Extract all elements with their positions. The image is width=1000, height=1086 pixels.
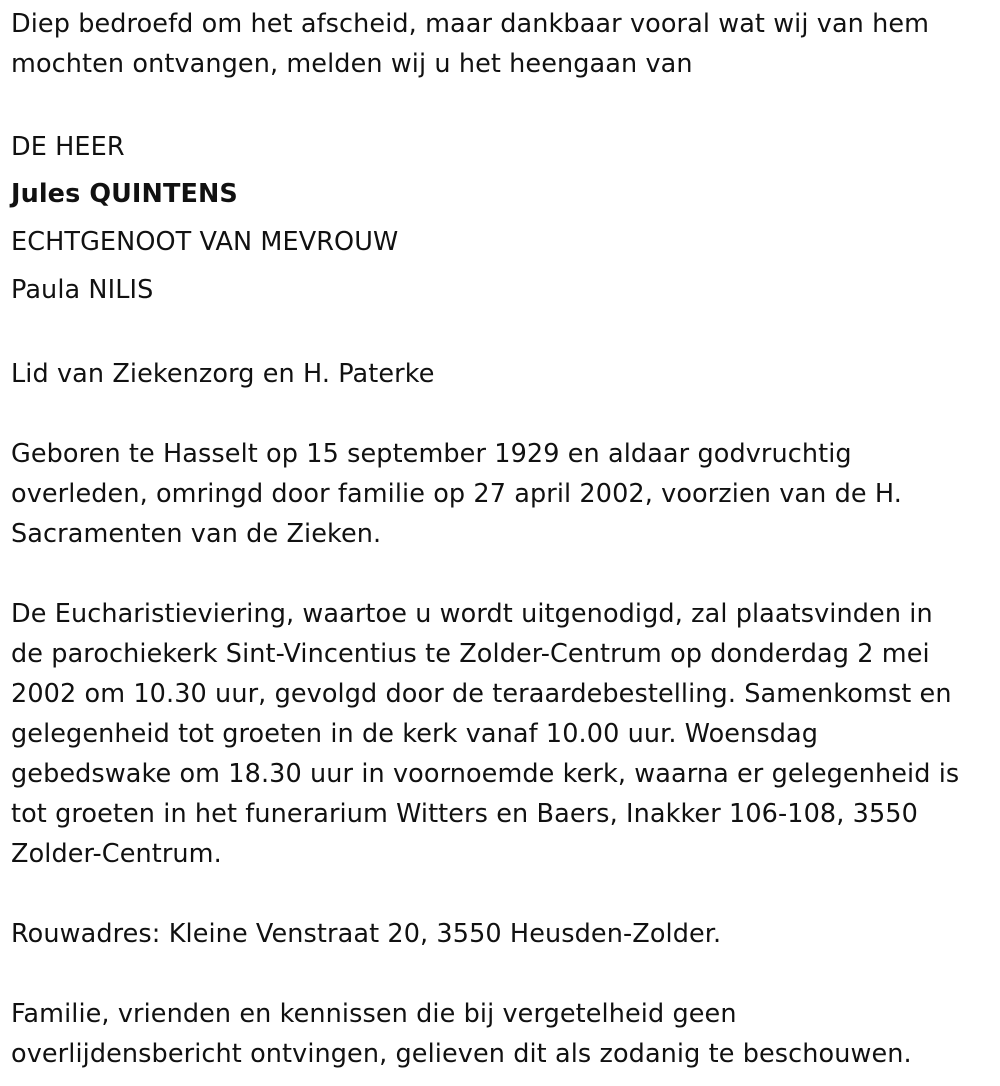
- spacer: [11, 84, 996, 124]
- ceremony-line: gebedswake om 18.30 uur in voornoemde kerk, waarna er gelegenheid is: [11, 759, 960, 789]
- spouse-label: ECHTGENOOT VAN MEVROUW: [11, 227, 399, 257]
- birth-death-line: overleden, omringd door familie op 27 april 2002, voorzien van de H.: [11, 479, 902, 509]
- ceremony-line: tot groeten in het funerarium Witters en Baers, Inakker 106-108, 3550: [11, 799, 918, 829]
- spacer: [11, 314, 996, 354]
- ceremony-line: Zolder-Centrum.: [11, 839, 222, 869]
- intro-line: Diep bedroefd om het afscheid, maar dankbaar vooral wat wij van hem: [11, 9, 930, 39]
- birth-death-line: Geboren te Hasselt op 15 september 1929 en aldaar godvruchtig: [11, 439, 852, 469]
- deceased-name: Jules QUINTENS: [11, 179, 238, 209]
- closing-line: overlijdensbericht ontvingen, gelieven dit als zodanig te beschouwen.: [11, 1039, 912, 1069]
- closing-paragraph: [11, 994, 996, 1074]
- intro-line: mochten ontvangen, melden wij u het heengaan van: [11, 49, 693, 79]
- spacer: [11, 554, 996, 594]
- birth-death-paragraph: [11, 434, 996, 554]
- membership-line: Lid van Ziekenzorg en H. Paterke: [11, 359, 435, 389]
- spacer: [11, 394, 996, 434]
- birth-death-line: Sacramenten van de Zieken.: [11, 519, 382, 549]
- spouse-name: Paula NILIS: [11, 275, 154, 305]
- ceremony-line: De Eucharistieviering, waartoe u wordt uitgenodigd, zal plaatsvinden in: [11, 599, 933, 629]
- ceremony-line: 2002 om 10.30 uur, gevolgd door de teraardebestelling. Samenkomst en: [11, 679, 952, 709]
- closing-line: Familie, vrienden en kennissen die bij vergetelheid geen: [11, 999, 737, 1029]
- honorific-title: DE HEER: [11, 132, 125, 162]
- spacer: [11, 954, 996, 994]
- ceremony-line: de parochiekerk Sint-Vincentius te Zolder-Centrum op donderdag 2 mei: [11, 639, 930, 669]
- spacer: [11, 874, 996, 914]
- mourning-address: Rouwadres: Kleine Venstraat 20, 3550 Heusden-Zolder.: [11, 919, 722, 949]
- intro-paragraph: [11, 4, 996, 84]
- death-notice: [11, 4, 996, 1074]
- ceremony-line: gelegenheid tot groeten in de kerk vanaf 10.00 uur. Woensdag: [11, 719, 819, 749]
- ceremony-paragraph: [11, 594, 996, 874]
